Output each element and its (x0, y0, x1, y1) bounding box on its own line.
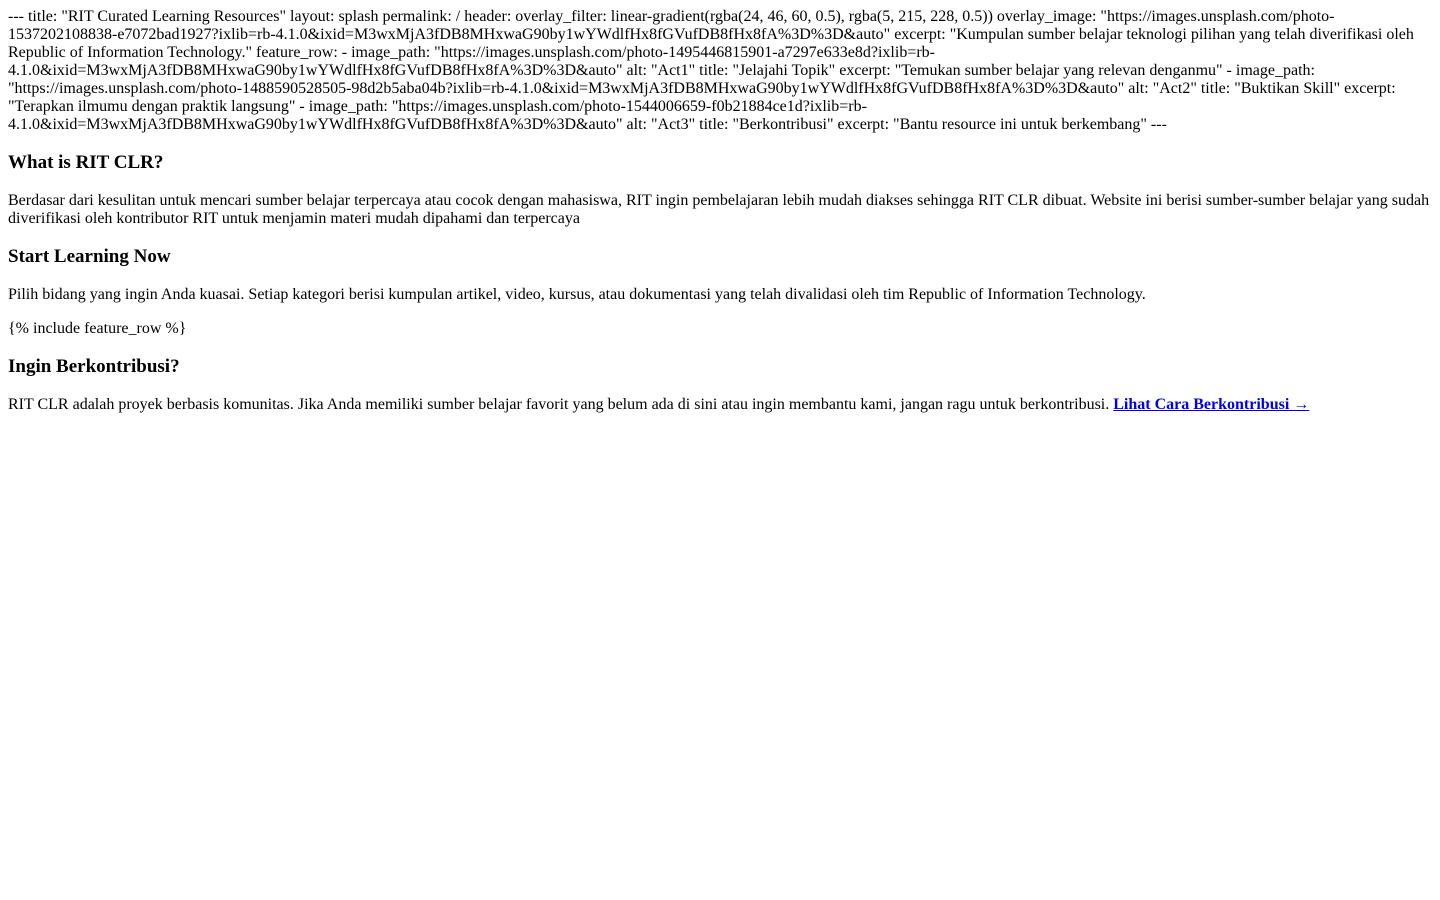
contribute-heading: Ingin Berkontribusi? (8, 356, 180, 377)
raw-front-matter-text: --- title: "RIT Curated Learning Resources" layout: splash permalink: / header: overlay_filter: linear-gradient(rgba(24, 46, 60, 0.5), rgba(5, 215, 228, 0.5)) overlay_image: "https://images.unsplash.com/photo-1537202108838-e7072bad1927?ixlib=rb-4.1.0&ixid=M3wxMjA3fDB8MHxwaG90by1wYWdlfHx8fGVufDB8fHx8fA%3D%3D&auto" excerpt: "Kumpulan sumber belajar teknologi pilihan yang telah diverifikasi oleh Republic of Information Technology." feature_row: - image_path: "https://images.unsplash.com/photo-1495446815901-a7297e633e8d?ixlib=rb-4.1.0&ixid=M3wxMjA3fDB8MHxwaG90by1wYWdlfHx8fGVufDB8fHx8fA%3D%3D&auto" alt: "Act1" title: "Jelajahi Topik" excerpt: "Temukan sumber belajar yang relevan denganmu" - image_path: "https://images.unsplash.com/photo-1488590528505-98d2b5aba04b?ixlib=rb-4.1.0&ixid=M3wxMjA3fDB8MHxwaG90by1wYWdlfHx8fGVufDB8fHx8fA%3D%3D&auto" alt: "Act2" title: "Buktikan Skill" excerpt: "Terapkan ilmumu dengan praktik langsung" - image_path: "https://images.unsplash.com/photo-1544006659-f0b21884ce1d?ixlib=rb-4.1.0&ixid=M3wxMjA3fDB8MHxwaG90by1wYWdlfHx8fGVufDB8fHx8fA%3D%3D&auto" alt: "Act3" title: "Berkontribusi" excerpt: "Bantu resource ini untuk berkembang" --- (8, 8, 1414, 133)
contribute-paragraph (8, 396, 1432, 414)
contribute-link[interactable]: Lihat Cara Berkontribusi → (1113, 396, 1310, 413)
about-paragraph: Berdasar dari kesulitan untuk mencari sumber belajar terpercaya atau cocok dengan mahasiswa, RIT ingin pembelajaran lebih mudah diakses sehingga RIT CLR dibuat. Website ini berisi sumber-sumber belajar yang sudah diverifikasi oleh kontributor RIT untuk menjamin materi mudah dipahami dan terpercaya (8, 192, 1430, 227)
about-heading: What is RIT CLR? (8, 152, 164, 173)
start-learning-heading: Start Learning Now (8, 246, 171, 267)
start-learning-paragraph: Pilih bidang yang ingin Anda kuasai. Setiap kategori berisi kumpulan artikel, video, kursus, atau dokumentasi yang telah divalidasi oleh tim Republic of Information Technology. (8, 286, 1146, 303)
feature-row-include-tag: {% include feature_row %} (8, 320, 187, 337)
contribute-text: RIT CLR adalah proyek berbasis komunitas. Jika Anda memiliki sumber belajar favorit yang belum ada di sini atau ingin membantu kami, jangan ragu untuk berkontribusi. (8, 396, 1110, 413)
page-content (0, 0, 1440, 414)
